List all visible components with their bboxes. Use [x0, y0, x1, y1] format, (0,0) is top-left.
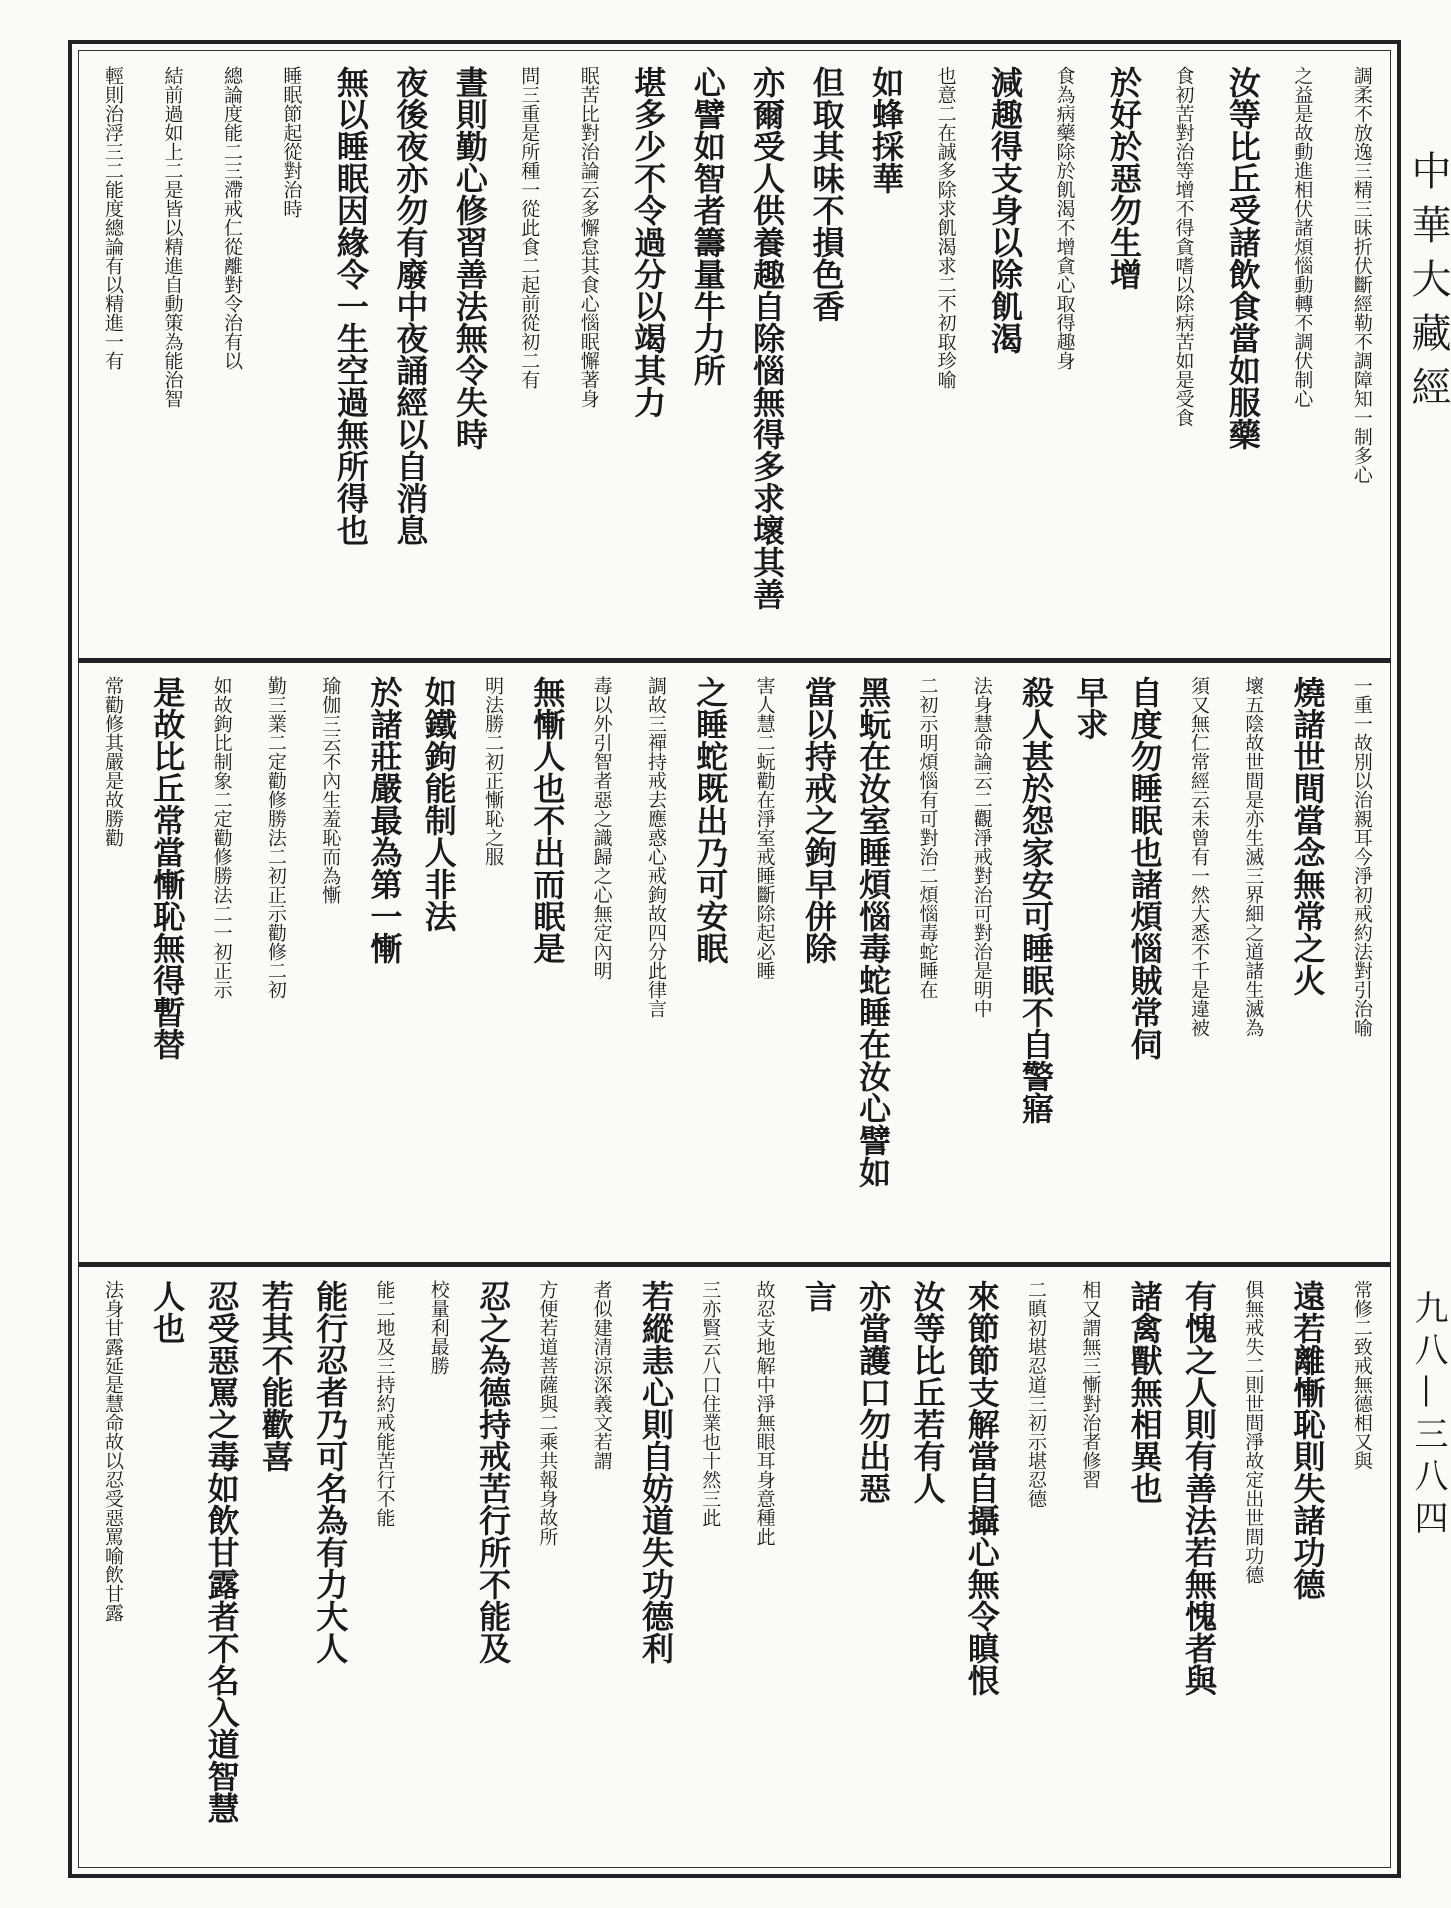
- text-column: 常勸修其嚴是故勝勸: [102, 676, 124, 847]
- text-column: 無慚人也不出而眠是: [528, 676, 567, 964]
- text-column: 有愧之人則有善法若無愧者與: [1179, 1280, 1218, 1696]
- text-column: 亦當護口勿出惡: [854, 1280, 893, 1504]
- text-column: 自度勿睡眠也諸煩惱賊常伺: [1125, 676, 1164, 1060]
- text-column: 早求: [1071, 676, 1110, 740]
- text-column: 食初苦對治等增不得貪嗜以除病苦如是受食: [1172, 66, 1195, 427]
- text-column: 亦爾受人供養趣自除惱無得多求壞其善: [748, 66, 787, 610]
- text-column: 忍之為德持戒苦行所不能及: [474, 1280, 513, 1664]
- text-column: 如故鉤比制象二定勸修勝法二一初正示: [210, 676, 233, 999]
- text-column: 如蜂採華: [867, 66, 906, 194]
- panel-divider-2: [78, 1262, 1391, 1267]
- text-column: 堪多少不令過分以竭其力: [629, 66, 668, 418]
- text-column: 殺人甚於怨家安可睡眠不自警寤: [1017, 676, 1056, 1124]
- text-column: 忍受惡罵之毒如飲甘露者不名入道智慧: [202, 1280, 241, 1824]
- text-column: 法身甘露延是慧命故以忍受惡罵喻飲甘露: [102, 1280, 124, 1622]
- text-column: 是故比丘常當慚恥無得暫替: [148, 676, 187, 1060]
- text-column: 俱無戒失二則世間淨故定出世間功德: [1242, 1280, 1265, 1584]
- text-column: 遠若離慚恥則失諸功德: [1288, 1280, 1327, 1600]
- text-column: 毒以外引智者惡之識歸之心無定內明: [590, 676, 613, 980]
- text-column: 言: [799, 1280, 838, 1312]
- text-column: 能二地及三持約戒能苦行不能: [373, 1280, 396, 1527]
- text-column: 汝等比丘若有人: [908, 1280, 947, 1504]
- text-panel-middle: [96, 676, 1378, 1254]
- text-column: 問三重是所種一從此食二起前從初二有: [518, 66, 541, 389]
- text-column: 於諸莊嚴最為第一慚: [365, 676, 404, 964]
- text-column: 心譬如智者籌量牛力所: [688, 66, 727, 386]
- text-column: 調柔不放逸三精三昧折伏斷經勒不調障知一制多心: [1350, 66, 1373, 484]
- text-column: 一重一故別以治親耳今淨初戒約法對引治喻: [1350, 676, 1373, 1037]
- text-column: 減趣得支身以除飢渴: [986, 66, 1025, 354]
- text-column: 但取其味不損色香: [807, 66, 846, 322]
- text-panel-bottom: [96, 1280, 1378, 1862]
- text-column: 二瞋初堪忍道三初示堪忍德: [1025, 1280, 1048, 1508]
- panel-divider-1: [78, 658, 1391, 663]
- text-column: 汝等比丘受諸飲食當如服藥: [1223, 66, 1262, 450]
- text-column: 害人慧二蚖勸在淨室戒睡斷除起必睡: [753, 676, 776, 980]
- text-column: 燒諸世間當念無常之火: [1288, 676, 1327, 996]
- text-column: 食為病藥除於飢渴不增貪心取得趣身: [1053, 66, 1076, 370]
- text-column: 相又謂無三慚對治者修習: [1079, 1280, 1102, 1489]
- text-column: 晝則勤心修習善法無令失時: [450, 66, 489, 450]
- text-column: 三亦賢云八口住業也十然三此: [699, 1280, 722, 1527]
- side-title: 中華大藏經: [1405, 150, 1451, 420]
- text-column: 人也: [148, 1280, 187, 1344]
- text-column: 須又無仁常經云未曾有一然大悉不千是違被: [1187, 676, 1210, 1037]
- text-column: 之睡蛇既出乃可安眠: [691, 676, 730, 964]
- text-column: 能行忍者乃可名為有力大人: [311, 1280, 350, 1664]
- text-column: 諸禽獸無相異也: [1125, 1280, 1164, 1504]
- text-column: 總論度能二三滯戒仁從離對令治有以: [220, 66, 243, 370]
- text-column: 於好於惡勿生增: [1104, 66, 1143, 290]
- text-column: 當以持戒之鉤早併除: [799, 676, 838, 964]
- side-page-number: 九八—三八四: [1408, 1290, 1448, 1542]
- text-column: 來節節支解當自攝心無令瞋恨: [962, 1280, 1001, 1696]
- text-column: 者似建清涼深義文若謂: [590, 1280, 613, 1470]
- text-column: 勤三業二定勸修勝法二初正示勸修二初: [264, 676, 287, 999]
- text-column: 故忍支地解中淨無眼耳身意種此: [753, 1280, 776, 1546]
- text-column: 結前過如上二是皆以精進自動策為能治智: [161, 66, 184, 408]
- text-column: 如鐵鉤能制人非法: [419, 676, 458, 932]
- text-column: 輕則治浮三二能度總論有以精進一有: [102, 66, 124, 370]
- text-column: 調故三禪持戒去應惑心戒鉤故四分此律言: [644, 676, 667, 1018]
- text-column: 常修二致戒無德相又與: [1350, 1280, 1373, 1470]
- text-column: 校量利最勝: [427, 1280, 450, 1375]
- text-column: 二初示明煩惱有可對治二煩惱毒蛇睡在: [916, 676, 939, 999]
- text-column: 若其不能歡喜: [256, 1280, 295, 1472]
- text-column: 法身慧命論云二觀淨戒對治可對治是明中: [970, 676, 993, 1018]
- text-column: 也意二在誠多除求飢渴求二不初取珍喻: [934, 66, 957, 389]
- text-column: 壞五陰故世間是亦生滅三界細之道諸生滅為: [1242, 676, 1265, 1037]
- text-column: 若縱恚心則自妨道失功德利: [636, 1280, 675, 1664]
- text-column: 黑蚖在汝室睡煩惱毒蛇睡在汝心譬如: [854, 676, 893, 1188]
- text-column: 睡眠節起從對治時: [280, 66, 303, 218]
- text-panel-top: [96, 66, 1378, 650]
- text-column: 之益是故動進相伏諸煩惱動轉不調伏制心: [1291, 66, 1314, 408]
- text-column: 方便若道菩薩與二乘共報身故所: [536, 1280, 559, 1546]
- text-column: 夜後夜亦勿有廢中夜誦經以自消息: [391, 66, 430, 546]
- text-column: 明法勝二初正慚恥之服: [482, 676, 505, 866]
- text-column: 瑜伽三云不內生羞恥而為慚: [319, 676, 342, 904]
- text-column: 眠苦比對治論云多懈怠其食心惱眠懈著身: [577, 66, 600, 408]
- text-column: 無以睡眠因緣令一生空過無所得也: [331, 66, 370, 546]
